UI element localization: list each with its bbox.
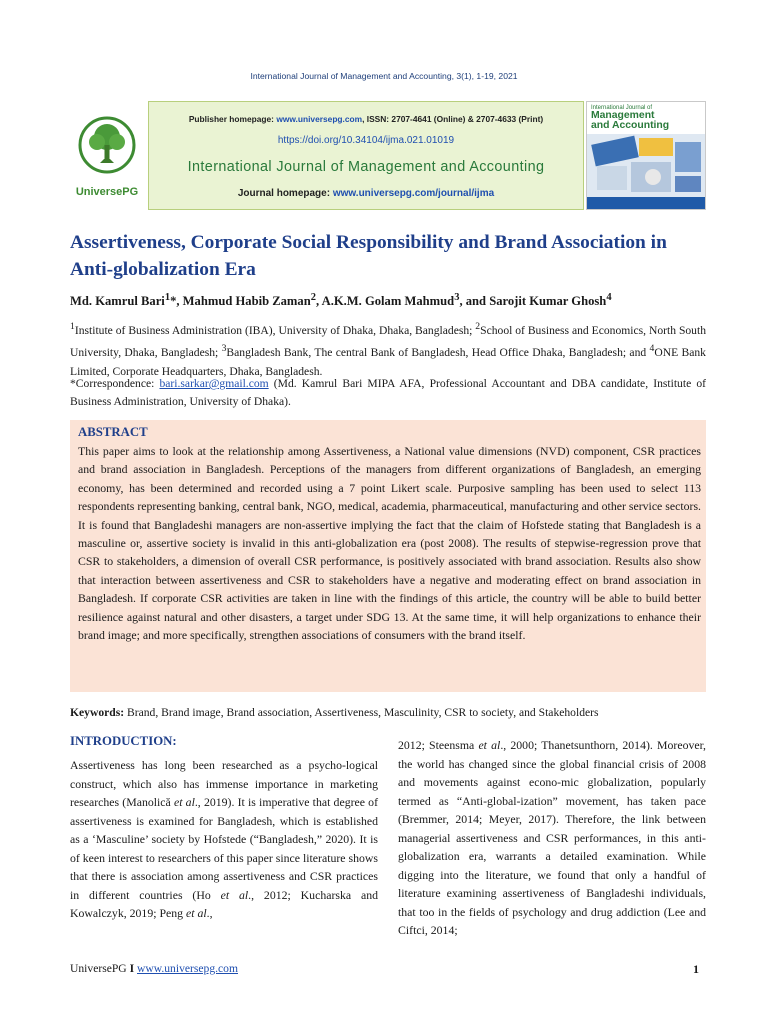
correspondence: *Correspondence: bari.sarkar@gmail.com (Md. Kamrul Bari MIPA AFA, Professional Accountant and DBA candidate, Institute of Business Administration, University of Dhaka). (70, 377, 707, 409)
publisher-link[interactable]: www.universepg.com (276, 114, 363, 124)
affiliations: $^1$Institute of Business Administration (IBA), University of Dhaka, Dhaka, Bangladesh; $^2$School of Business and Economics, North South University, Dhaka, Bangladesh; $^3$Bangladesh Bank, The central Bank of Bangladesh, Head Office Dhaka, Bangladesh; and $^4$ONE Bank Limited, Corporate Headquarters, Dhaka, Bangladesh. (70, 321, 706, 378)
page-footer: UniversePG I www.universepg.com (70, 962, 238, 975)
cover-subtitle: International Journal of (591, 105, 653, 111)
journal-cover-image (586, 101, 706, 210)
body-column-left: Assertiveness has long been researched as a psycho-logical construct, which also has immense importance in marketing researches (Manolică et al., 2019). It is imperative that degree of assertiveness is examined for Bangladesh, which is established as a ‘Masculine’ society by Hofstede (“Bangladesh,” 2020). It is of keen interest to researchers of this paper since literature shows that there is association among assertiveness and CSR practices in different countries (Ho et al., 2012; Kucharska and Kowalczyk, 2019; Peng et al., (70, 758, 379, 920)
journal-header-box (148, 101, 584, 210)
tree-icon (70, 111, 144, 185)
keywords: Keywords: Brand, Brand image, Brand association, Assertiveness, Masculinity, CSR to society, and Stakeholders (70, 706, 599, 719)
journal-title: International Journal of Management and Accounting (187, 159, 545, 175)
cover-collage-icon (587, 134, 706, 197)
cover-title: Management and Accounting (591, 110, 670, 132)
universepg-logo (70, 111, 144, 201)
introduction-heading: INTRODUCTION: (70, 734, 177, 748)
body-column-right: 2012; Steensma et al., 2000; Thanetsunthorn, 2014). Moreover, the world has changed since the global financial crisis of 2008 and movements against econo-mic globalization, popularly termed as “Anti-global-ization” movement, has taken pace (Bremmer, 2014; Meyer, 2017). Therefore, the link between managerial assertiveness and CSR performances, in this anti-globalization era, warrants a detailed examination. While digging into the literature, we found that only a handful of literature examining assertiveness of Bangladeshi individuals, that too in the fields of psychology and drug addiction (Lee and Ciftci, 2014; (398, 738, 707, 937)
journal-homepage-line: Journal homepage: www.universepg.com/journal/ijma (237, 188, 495, 199)
journal-homepage-link[interactable]: www.universepg.com/journal/ijma (332, 188, 495, 199)
doi-link[interactable]: https://doi.org/10.34104/ijma.021.01019 (277, 135, 455, 146)
correspondence-email-link[interactable]: bari.sarkar@gmail.com (159, 377, 269, 390)
author-list: Md. Kamrul Bari$^1$*, Mahmud Habib Zaman$^2$, A.K.M. Golam Mahmud$^3$, and Sarojit Kumar Ghosh$^4$ (70, 292, 612, 309)
running-head: International Journal of Management and Accounting, 3(1), 1-19, 2021 (250, 71, 518, 81)
abstract-text: This paper aims to look at the relationship among Assertiveness, a National value dimensions (NVD) component, CSR practices and brand association in Bangladesh. Perceptions of the managers from different organizations of Bangladesh, an emerging economy, has been determined and recorded using a 7 point Likert scale. Purposive sampling has been used to select 113 respondents representing banking, central bank, NGO, medical, academia, pharmaceutical, manufacturing and other service sectors. It is found that Bangladeshi managers are non-assertive implying the fact that the claim of Hofstede stating that Bangladesh is a masculine or, assertive society is invalid in this anti-globalization era (post 2008). The results of stepwise-regression prove that CSR to stakeholders, a dimension of overall CSR performance, is positively associated with brand association. Results also show that interaction between assertiveness and CSR to stakeholders have a negative and moderating effect on brand association in Bangladesh. If corporate CSR activities are taken in line with the findings of this article, the country will be able to build better resilience against natural and other disasters, a target under SDG 13. At the same time, it will help organizations to enhance their brand image; and more specifically, strengthen associations of consumers with the brand itself. (78, 444, 701, 643)
abstract-box (70, 420, 706, 692)
publisher-line: Publisher homepage: www.universepg.com, ISSN: 2707-4641 (Online) & 2707-4633 (Print) (188, 114, 544, 124)
abstract-heading: ABSTRACT (78, 425, 148, 439)
journal-banner (70, 101, 706, 210)
logo-text: UniversePG (75, 186, 139, 198)
page-number: 1 (693, 962, 699, 976)
footer-link[interactable]: www.universepg.com (137, 962, 238, 975)
cover-band (587, 197, 706, 210)
paper-title: Assertiveness, Corporate Social Responsibility and Brand Association in Anti-globalization Era (70, 232, 667, 280)
